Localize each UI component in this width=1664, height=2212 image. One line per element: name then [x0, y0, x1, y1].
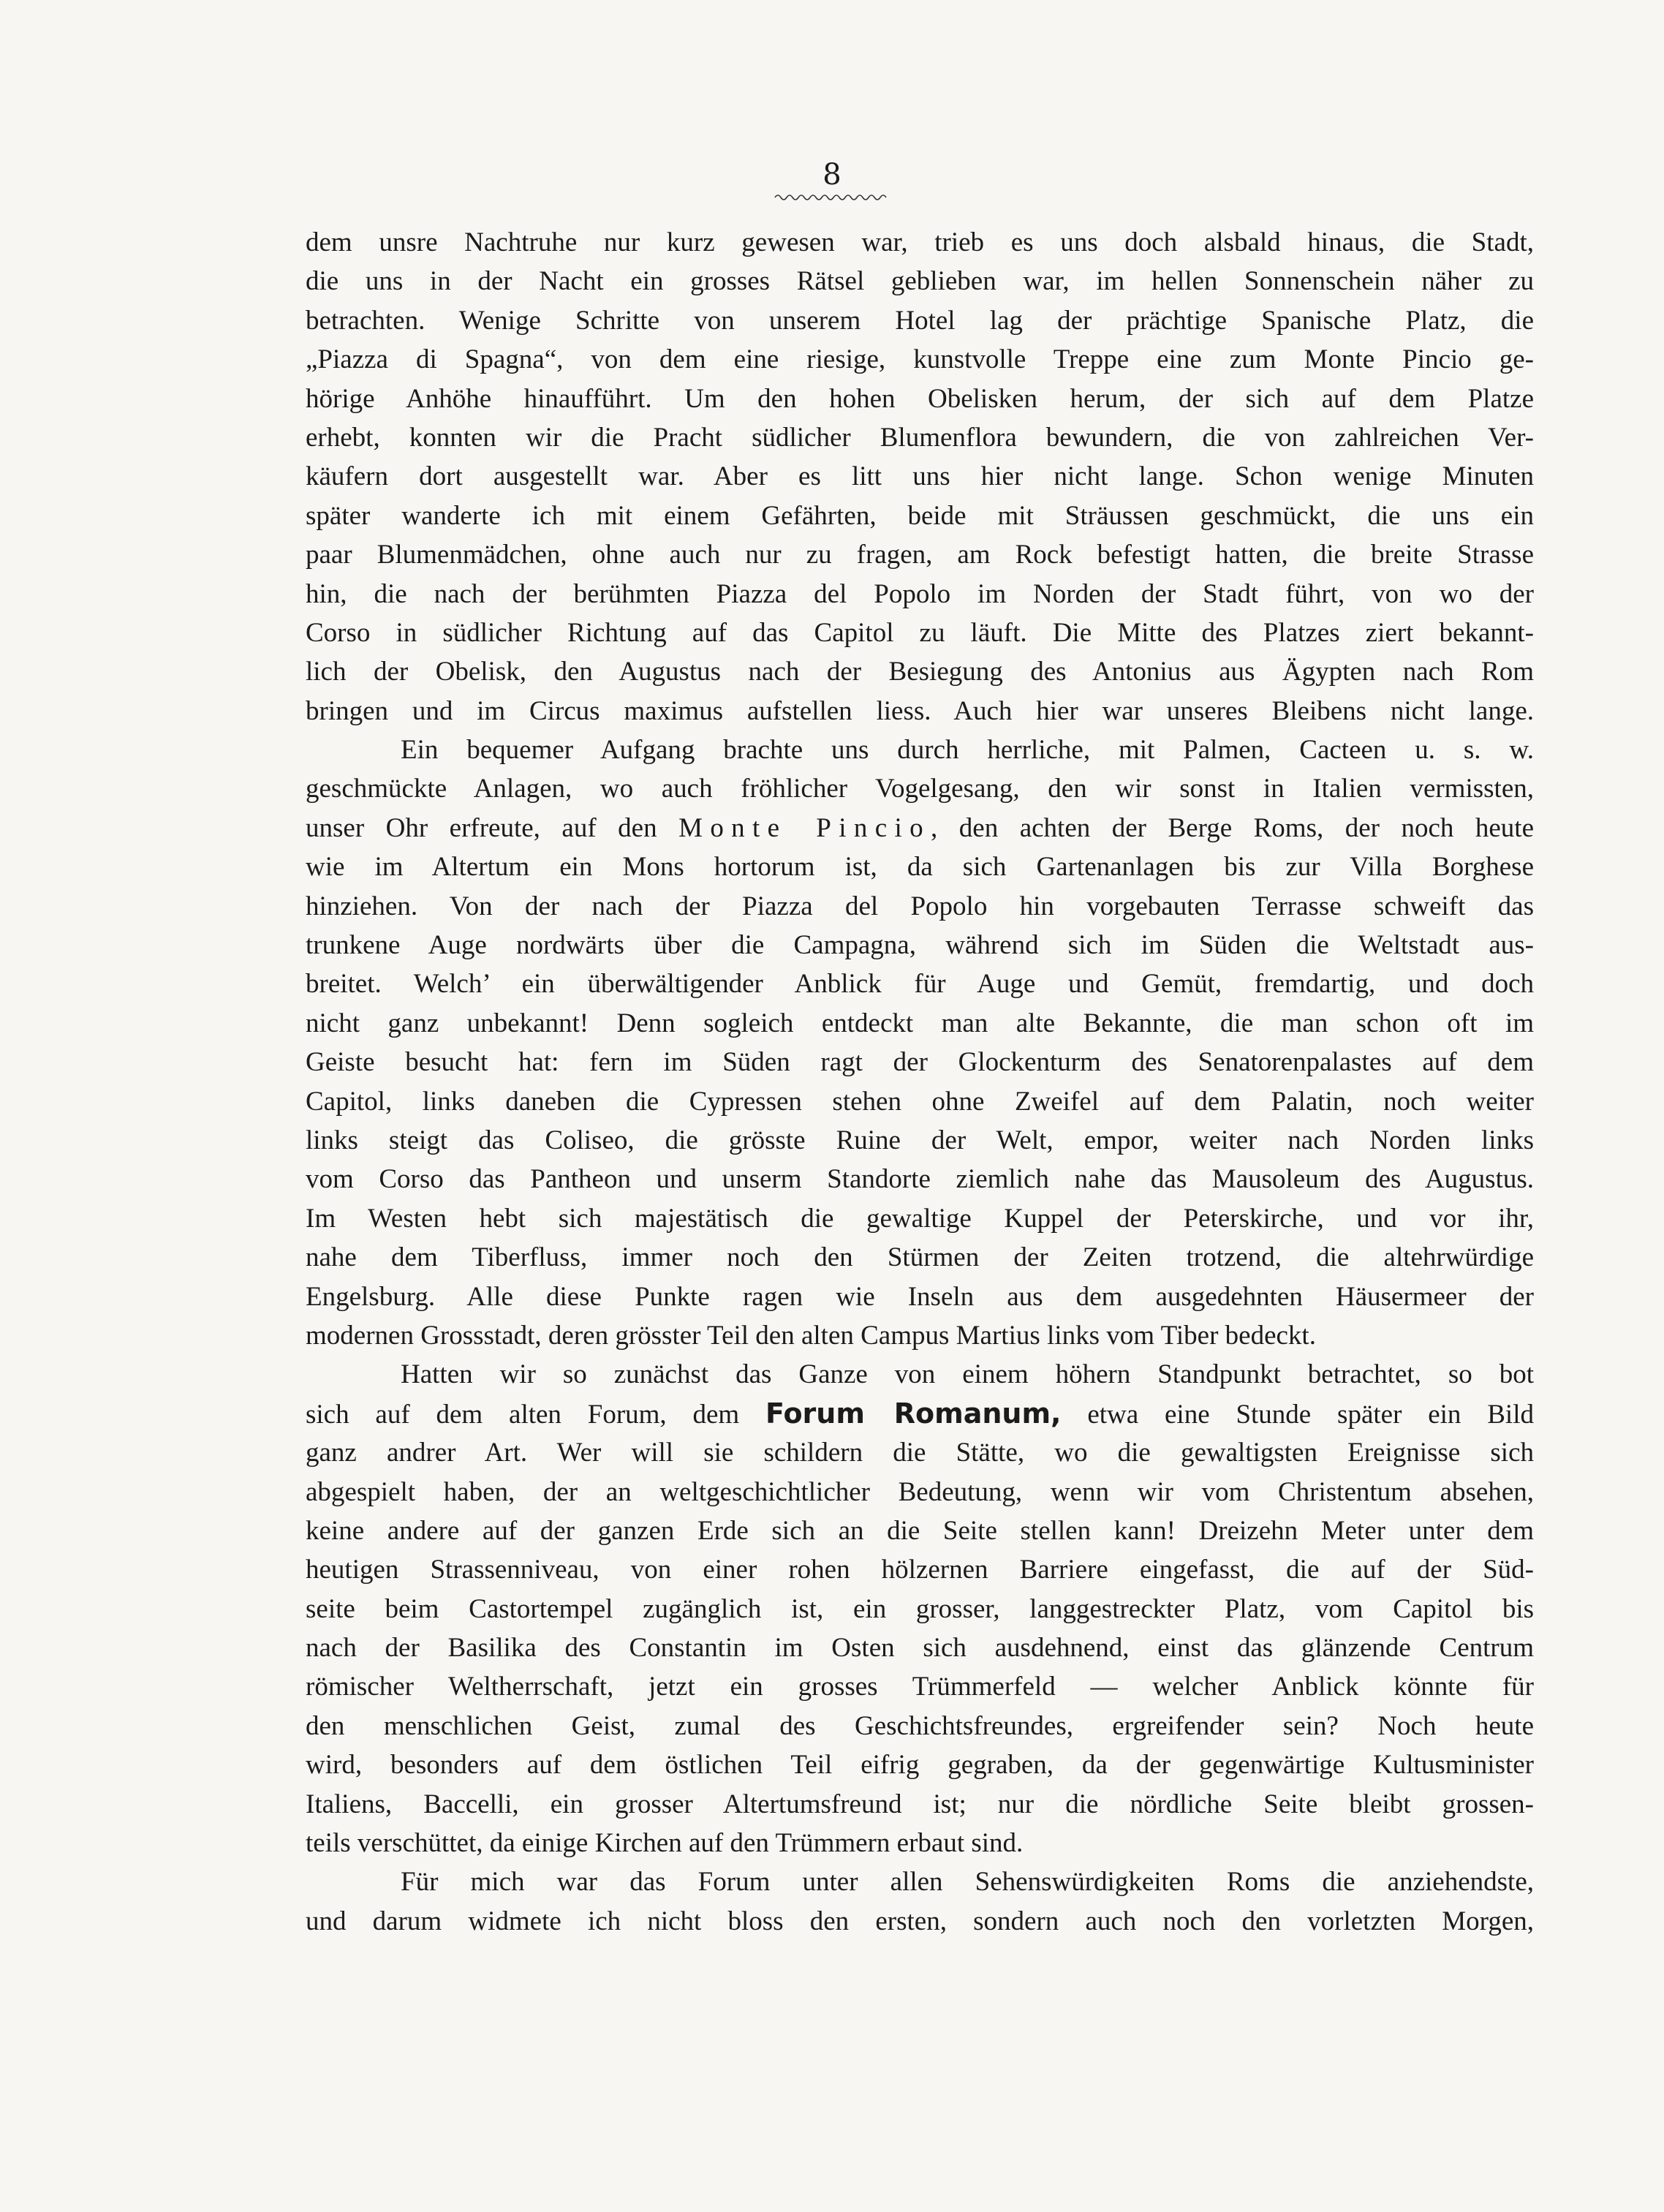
text-line: Engelsburg. Alle diese Punkte ragen wie Inseln aus dem ausgedehnten Häusermeer der	[306, 1281, 1534, 1312]
text-line: abgespielt haben, der an weltgeschichtlicher Bedeutung, wenn wir vom Christentum absehen,	[306, 1476, 1534, 1507]
text-line: modernen Grossstadt, deren grösster Teil den alten Campus Martius links vom Tiber bedeckt.	[306, 1320, 1316, 1351]
text-line: hin, die nach der berühmten Piazza del Popolo im Norden der Stadt führt, von wo der	[306, 578, 1534, 609]
text-line: nahe dem Tiberfluss, immer noch den Stürmen der Zeiten trotzend, die altehrwürdige	[306, 1242, 1534, 1273]
text-line: „Piazza di Spagna“, von dem eine riesige, kunstvolle Treppe eine zum Monte Pincio ge-	[306, 344, 1534, 375]
text-line: Italiens, Baccelli, ein grosser Altertumsfreund ist; nur die nördliche Seite bleibt grossen-	[306, 1789, 1534, 1819]
text-line: Im Westen hebt sich majestätisch die gewaltige Kuppel der Peterskirche, und vor ihr,	[306, 1203, 1534, 1234]
text-line: später wanderte ich mit einem Gefährten, beide mit Sträussen geschmückt, die uns ein	[306, 500, 1534, 531]
text-line: nach der Basilika des Constantin im Osten sich ausdehnend, einst das glänzende Centrum	[306, 1633, 1534, 1664]
page-number: 8	[822, 158, 842, 192]
text-line: römischer Weltherrschaft, jetzt ein grosses Trümmerfeld — welcher Anblick könnte für	[306, 1672, 1534, 1702]
text-line: heutigen Strassenniveau, von einer rohen hölzernen Barriere eingefasst, die auf der Süd-	[306, 1555, 1534, 1585]
text-line: ganz andrer Art. Wer will sie schildern die Stätte, wo die gewaltigsten Ereignisse sich	[306, 1438, 1534, 1468]
text-line: käufern dort ausgestellt war. Aber es litt uns hier nicht lange. Schon wenige Minuten	[306, 461, 1534, 492]
text-line: den menschlichen Geist, zumal des Geschichtsfreundes, ergreifender sein? Noch heute	[306, 1710, 1534, 1741]
text-line: Ein bequemer Aufgang brachte uns durch herrliche, mit Palmen, Cacteen u. s. w.	[401, 735, 1534, 766]
text-line: vom Corso das Pantheon und unserm Standorte ziemlich nahe das Mausoleum des Augustus.	[306, 1164, 1534, 1195]
text-line: und darum widmete ich nicht bloss den ersten, sondern auch noch den vorletzten Morgen,	[306, 1906, 1534, 1936]
text-segment: unser Ohr erfreute, auf den	[306, 812, 679, 843]
text-line: paar Blumenmädchen, ohne auch nur zu fragen, am Rock befestigt hatten, die breite Strasse	[306, 540, 1534, 570]
text-segment: , den achten der Berge Roms, der noch heute	[931, 812, 1534, 843]
text-line: nicht ganz unbekannt! Denn sogleich entdeckt man alte Bekannte, die man schon oft im	[306, 1008, 1534, 1038]
text-line: wird, besonders auf dem östlichen Teil eifrig gegraben, da der gegenwärtige Kultusminister	[306, 1750, 1534, 1781]
text-line: Für mich war das Forum unter allen Sehenswürdigkeiten Roms die anziehendste,	[401, 1867, 1534, 1898]
text-line: bringen und im Circus maximus aufstellen liess. Auch hier war unseres Bleibens nicht lange.	[306, 695, 1534, 726]
text-line: hinziehen. Von der nach der Piazza del Popolo hin vorgebauten Terrasse schweift das	[306, 891, 1534, 921]
emphasis-forum-romanum: Forum Romanum,	[765, 1397, 1062, 1430]
text-line: geschmückte Anlagen, wo auch fröhlicher Vogelgesang, den wir sonst in Italien vermissten,	[306, 774, 1534, 804]
text-line: erhebt, konnten wir die Pracht südlicher Blumenflora bewundern, die von zahlreichen Ver-	[306, 422, 1534, 453]
wavy-rule-ornament	[774, 192, 890, 203]
text-line: betrachten. Wenige Schritte von unserem Hotel lag der prächtige Spanische Platz, die	[306, 305, 1534, 336]
text-line: keine andere auf der ganzen Erde sich an die Seite stellen kann! Dreizehn Meter unter dem	[306, 1515, 1534, 1546]
text-line: links steigt das Coliseo, die grösste Ruine der Welt, empor, weiter nach Norden links	[306, 1125, 1534, 1155]
text-line: hörige Anhöhe hinaufführt. Um den hohen Obelisken herum, der sich auf dem Platze	[306, 383, 1534, 414]
text-line: Hatten wir so zunächst das Ganze von einem höhern Standpunkt betrachtet, so bot	[401, 1359, 1534, 1390]
text-line: Geiste besucht hat: fern im Süden ragt der Glockenturm des Senatorenpalastes auf dem	[306, 1047, 1534, 1078]
text-line: teils verschüttet, da einige Kirchen auf den Trümmern erbaut sind.	[306, 1828, 1024, 1859]
text-segment: sich auf dem alten Forum, dem	[306, 1399, 766, 1430]
text-line: dem unsre Nachtruhe nur kurz gewesen war, trieb es uns doch alsbald hinaus, die Stadt,	[306, 227, 1534, 257]
text-line: lich der Obelisk, den Augustus nach der Besiegung des Antonius aus Ägypten nach Rom	[306, 657, 1534, 687]
text-line: breitet. Welch’ ein überwältigender Anblick für Auge und Gemüt, fremdartig, und doch	[306, 969, 1534, 1000]
text-line: die uns in der Nacht ein grosses Rätsel geblieben war, im hellen Sonnenschein näher zu	[306, 266, 1534, 297]
text-line: Capitol, links daneben die Cypressen stehen ohne Zweifel auf dem Palatin, noch weiter	[306, 1086, 1534, 1117]
text-line	[306, 1394, 1534, 1433]
text-line: seite beim Castortempel zugänglich ist, ein grosser, langgestreckter Platz, vom Capitol bis	[306, 1593, 1534, 1624]
text-segment: etwa eine Stunde später ein Bild	[1061, 1399, 1534, 1430]
text-line: wie im Altertum ein Mons hortorum ist, da sich Gartenanlagen bis zur Villa Borghese	[306, 852, 1534, 883]
emphasis-monte-pincio: Monte Pincio	[678, 812, 931, 843]
text-line: trunkene Auge nordwärts über die Campagna, während sich im Süden die Weltstadt aus-	[306, 930, 1534, 961]
text-line	[306, 809, 1534, 848]
body-text	[306, 223, 1534, 1941]
text-line: Corso in südlicher Richtung auf das Capitol zu läuft. Die Mitte des Platzes ziert bekannt-	[306, 617, 1534, 648]
